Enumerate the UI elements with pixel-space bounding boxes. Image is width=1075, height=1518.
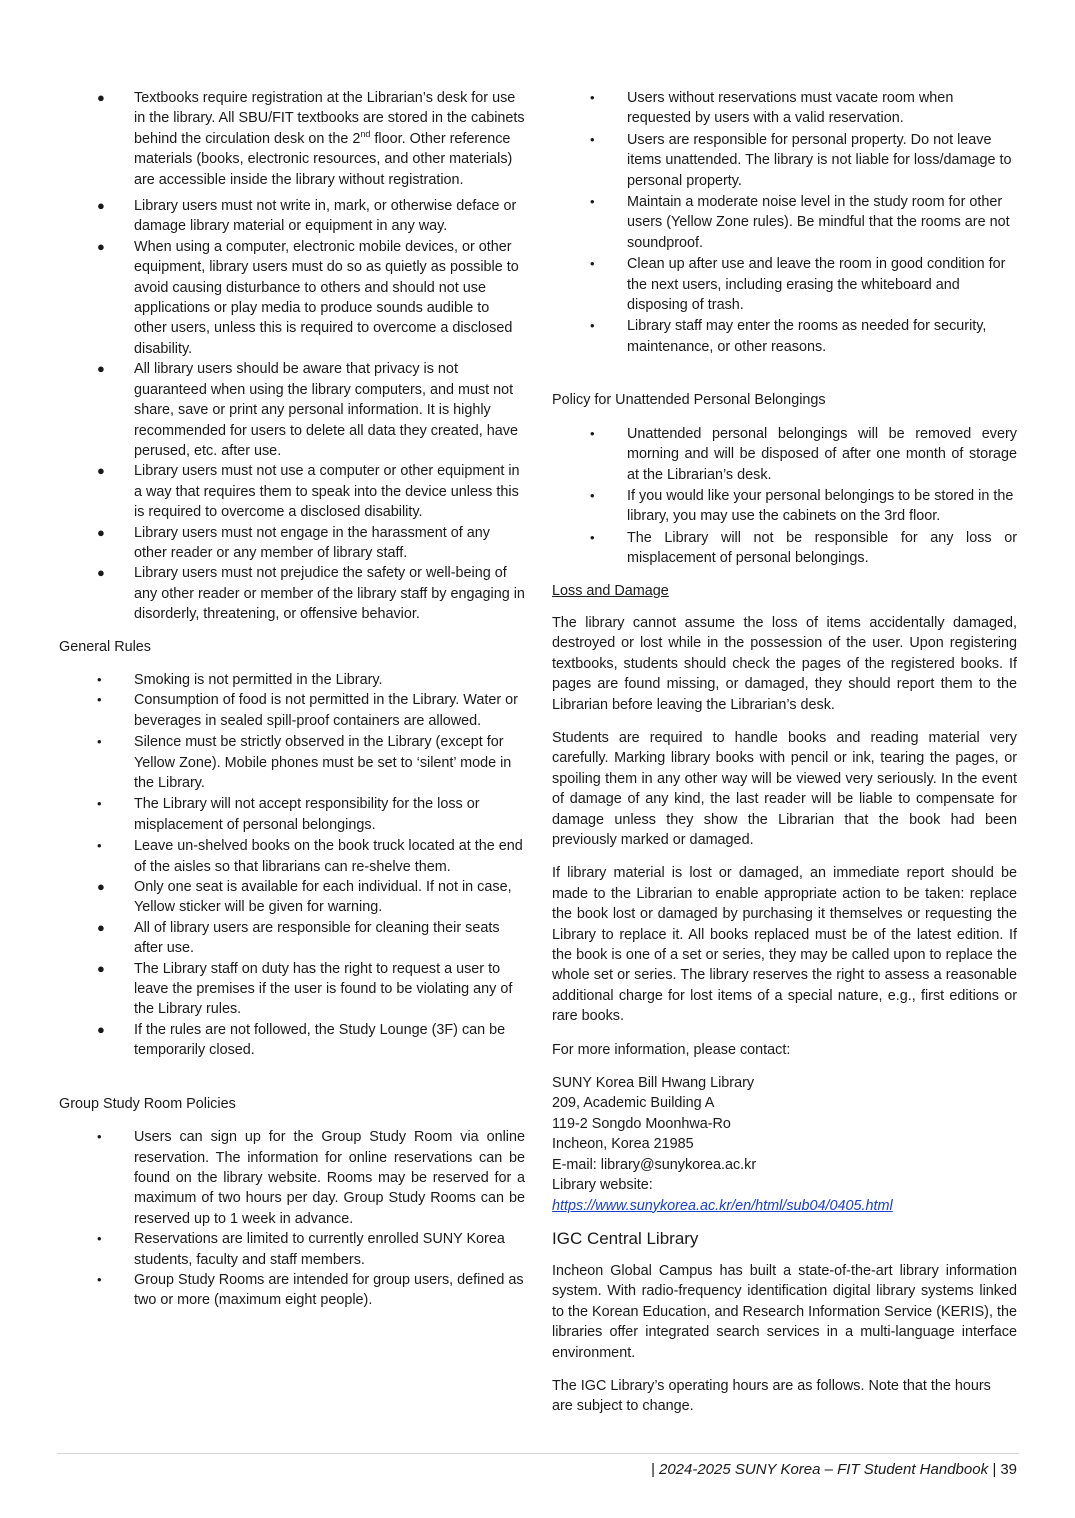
- list-item-text: Reservations are limited to currently enrolled SUNY Korea students, faculty and staff members.: [134, 1231, 505, 1268]
- list-item: [59, 1020, 525, 1061]
- list-item-text: Group Study Rooms are intended for group users, defined as two or more (maximum eight people).: [134, 1271, 524, 1309]
- list-item-text: Unattended personal belongings will be removed every morning and will be disposed of after one month of storage at the Librarian’s desk.: [627, 425, 1017, 483]
- list-item: [59, 794, 525, 835]
- list-item: [552, 88, 1017, 129]
- list-item: [59, 1270, 525, 1311]
- contact-line: 119-2 Songdo Moonhwa-Ro: [552, 1115, 731, 1132]
- unattended-title: Policy for Unattended Personal Belongings: [552, 392, 826, 409]
- general-rules-list: [59, 670, 525, 1061]
- library-website-link[interactable]: https://www.sunykorea.ac.kr/en/html/sub04/0405.html: [552, 1197, 893, 1214]
- list-item-text: Clean up after use and leave the room in good condition for the next users, including erasing the whiteboard and disposing of trash.: [627, 256, 1006, 314]
- list-item-text: All library users should be aware that privacy is not guaranteed when using the library computers, and must not share, save or print any personal information. It is highly recommended for users to delete all data they created, have perused, etc. after use.: [134, 361, 518, 459]
- left-column: [59, 88, 525, 1311]
- list-item-text: If you would like your personal belongings to be stored in the library, you may use the cabinets on the 3rd floor.: [627, 487, 1014, 525]
- right-column: [552, 88, 1017, 1417]
- list-item-text: Leave un-shelved books on the book truck located at the end of the aisles so that librarians can re-shelve them.: [134, 838, 523, 875]
- bullet-icon: •: [97, 796, 102, 812]
- list-item-text: Maintain a moderate noise level in the study room for other users (Yellow Zone rules). Be mindful that the rooms are not soundproof.: [627, 194, 1010, 251]
- bullet-icon: ●: [97, 960, 105, 976]
- list-item-text: Library users must not use a computer or other equipment in a way that requires them to speak into the device unless this is required to overcome a disclosed disability.: [134, 463, 520, 521]
- list-item: [59, 563, 525, 624]
- bullet-icon: ●: [97, 524, 105, 540]
- bullet-icon: •: [97, 671, 102, 687]
- igc-library-heading: IGC Central Library: [552, 1228, 699, 1248]
- list-item: [59, 918, 525, 959]
- list-item-text: Users can sign up for the Group Study Room via online reservation. The information for online reservations can be found on the library website. Rooms may be reserved for a maximum of two hours per day. Group Study Rooms can be reserved up to 1 week in advance.: [134, 1129, 525, 1227]
- list-item-text: Smoking is not permitted in the Library.: [134, 671, 383, 688]
- bullet-icon: ●: [97, 361, 105, 377]
- list-item-text: Library users must not write in, mark, or otherwise deface or damage library material or equipment in any way.: [134, 198, 517, 235]
- footer-title: | 2024-2025 SUNY Korea – FIT Student Handbook |: [650, 1461, 997, 1478]
- list-item-text: All of library users are responsible for cleaning their seats after use.: [134, 919, 500, 957]
- list-item-text: Users without reservations must vacate room when requested by users with a valid reservation.: [627, 90, 954, 127]
- list-item-text: Library staff may enter the rooms as needed for security, maintenance, or other reasons.: [627, 318, 987, 355]
- general-rules-title: General Rules: [59, 638, 151, 655]
- list-item-text: Consumption of food is not permitted in the Library. Water or beverages in sealed spill-proof containers are allowed.: [134, 692, 518, 729]
- list-item: [59, 959, 525, 1020]
- bullet-icon: •: [590, 194, 595, 210]
- list-item-text: Silence must be strictly observed in the Library (except for Yellow Zone). Mobile phones must be set to ‘silent’ mode in the Library.: [134, 734, 512, 791]
- contact-line: Incheon, Korea 21985: [552, 1136, 694, 1153]
- list-item-text: The Library will not be responsible for any loss or misplacement of personal belongings.: [627, 529, 1017, 567]
- list-item-text: The Library will not accept responsibility for the loss or misplacement of personal belongings.: [134, 796, 480, 833]
- loss-paragraph: Students are required to handle books and reading material very carefully. Marking library books with pencil or ink, tearing the pages, or spoiling them in any other way will be viewed very seriously. In the event of damage of any kind, the last reader will be liable to compensate for damage unless they show the Librarian that the book had been previously marked or damaged.: [552, 729, 1017, 848]
- bullet-icon: •: [590, 529, 595, 545]
- list-item: [59, 877, 525, 918]
- list-item: [59, 196, 525, 237]
- bullet-icon: •: [590, 487, 595, 503]
- list-item: [552, 486, 1017, 527]
- group-study-list: [59, 1127, 525, 1311]
- list-item: [59, 1127, 525, 1229]
- list-item: [59, 670, 525, 690]
- bullet-icon: •: [97, 1271, 102, 1287]
- list-item: [552, 528, 1017, 569]
- bullet-icon: •: [97, 1129, 102, 1145]
- bullet-icon: ●: [97, 565, 105, 581]
- list-item: [59, 461, 525, 522]
- unattended-list: [552, 424, 1017, 569]
- list-item: [59, 359, 525, 461]
- contact-intro: For more information, please contact:: [552, 1041, 791, 1058]
- list-item: [59, 88, 525, 190]
- list-item: [552, 130, 1017, 191]
- group-study-title: Group Study Room Policies: [59, 1095, 236, 1112]
- list-item: [552, 316, 1017, 357]
- bullet-icon: ●: [97, 238, 105, 254]
- bullet-icon: •: [97, 692, 102, 708]
- list-item-text: Users are responsible for personal property. Do not leave items unattended. The library is not liable for loss/damage to personal property.: [627, 131, 1012, 189]
- bullet-icon: ●: [97, 919, 105, 935]
- bullet-icon: •: [590, 90, 595, 105]
- bullet-icon: ●: [97, 463, 105, 479]
- list-item: [59, 523, 525, 564]
- igc-paragraph: The IGC Library’s operating hours are as follows. Note that the hours are subject to change.: [552, 1377, 991, 1415]
- list-item-text: If the rules are not followed, the Study Lounge (3F) can be temporarily closed.: [134, 1021, 506, 1059]
- contact-block: [552, 1073, 1017, 1216]
- loss-paragraph: The library cannot assume the loss of items accidentally damaged, destroyed or lost while in the possession of the user. Upon registering textbooks, students should check the pages of the registered books. If pages are found missing, or damaged, they should report them to the Librarian before leaving the Librarian’s desk.: [552, 614, 1017, 713]
- bullet-icon: •: [97, 734, 102, 750]
- loss-paragraph: If library material is lost or damaged, an immediate report should be made to the Librarian to enable appropriate action to be taken: replace the book lost or damaged by purchasing it themselves or requesting the Library to replace it. All books replaced must be of the latest edition. If the book is one of a set or series, they may be called upon to replace the whole set or series. The library reserves the right to assess a reasonable additional charge for lost items of a special nature, e.g., first editions or rare books.: [552, 865, 1017, 1025]
- contact-line: E-mail: library@sunykorea.ac.kr: [552, 1156, 757, 1173]
- list-item: [552, 192, 1017, 253]
- contact-line: SUNY Korea Bill Hwang Library: [552, 1075, 755, 1092]
- list-item-text: Library users must not engage in the harassment of any other reader or any member of library staff.: [134, 524, 490, 561]
- list-item-text: When using a computer, electronic mobile devices, or other equipment, library users must do so as quietly as possible to avoid causing disturbance to others and should not use applications or play media to produce sounds audible to other users, unless this is required to overcome a disclosed disability.: [134, 238, 519, 357]
- bullet-icon: •: [590, 425, 595, 441]
- bullet-icon: •: [97, 1231, 102, 1247]
- bullet-icon: ●: [97, 198, 105, 214]
- loss-damage-title: Loss and Damage: [552, 582, 669, 599]
- footer-divider: [57, 1453, 1019, 1454]
- list-item-text: Library users must not prejudice the safety or well-being of any other reader or member of the library staff by engaging in disorderly, threatening, or offensive behavior.: [134, 565, 525, 623]
- list-item-text: Only one seat is available for each individual. If not in case, Yellow sticker will be given for warning.: [134, 879, 512, 916]
- list-item: [59, 732, 525, 793]
- bullet-icon: ●: [97, 1021, 105, 1037]
- bullet-icon: •: [590, 318, 595, 334]
- igc-paragraph: Incheon Global Campus has built a state-of-the-art library information system. With radio-frequency identification digital library systems linked to the Korean Education, and Research Information Service (KERIS), the libraries offer integrated search services in a multi-language interface environment.: [552, 1262, 1017, 1361]
- contact-line: Library website:: [552, 1177, 653, 1194]
- contact-line: 209, Academic Building A: [552, 1095, 715, 1112]
- list-item: [59, 1229, 525, 1270]
- list-item: [552, 424, 1017, 485]
- bullet-icon: ●: [97, 90, 105, 105]
- page-footer: [651, 1459, 1017, 1481]
- bullet-icon: •: [590, 256, 595, 272]
- page-number: 39: [1000, 1461, 1017, 1478]
- library-rules-list: [59, 88, 525, 625]
- bullet-icon: •: [97, 838, 102, 854]
- list-item-text: Textbooks require registration at the Librarian’s desk for use in the library. All SBU/FIT textbooks are stored in the cabinets behind the circulation desk on the 2nd floor. Other reference materials (books, electronic resources, and other materials) are accessible inside the library without registration.: [134, 90, 525, 188]
- list-item: [59, 237, 525, 359]
- list-item: [59, 690, 525, 731]
- bullet-icon: ●: [97, 879, 105, 895]
- list-item-text: The Library staff on duty has the right to request a user to leave the premises if the user is found to be violating any of the Library rules.: [134, 960, 513, 1018]
- list-item: [552, 254, 1017, 315]
- list-item: [59, 836, 525, 877]
- bullet-icon: •: [590, 131, 595, 147]
- group-study-continued-list: [552, 88, 1017, 357]
